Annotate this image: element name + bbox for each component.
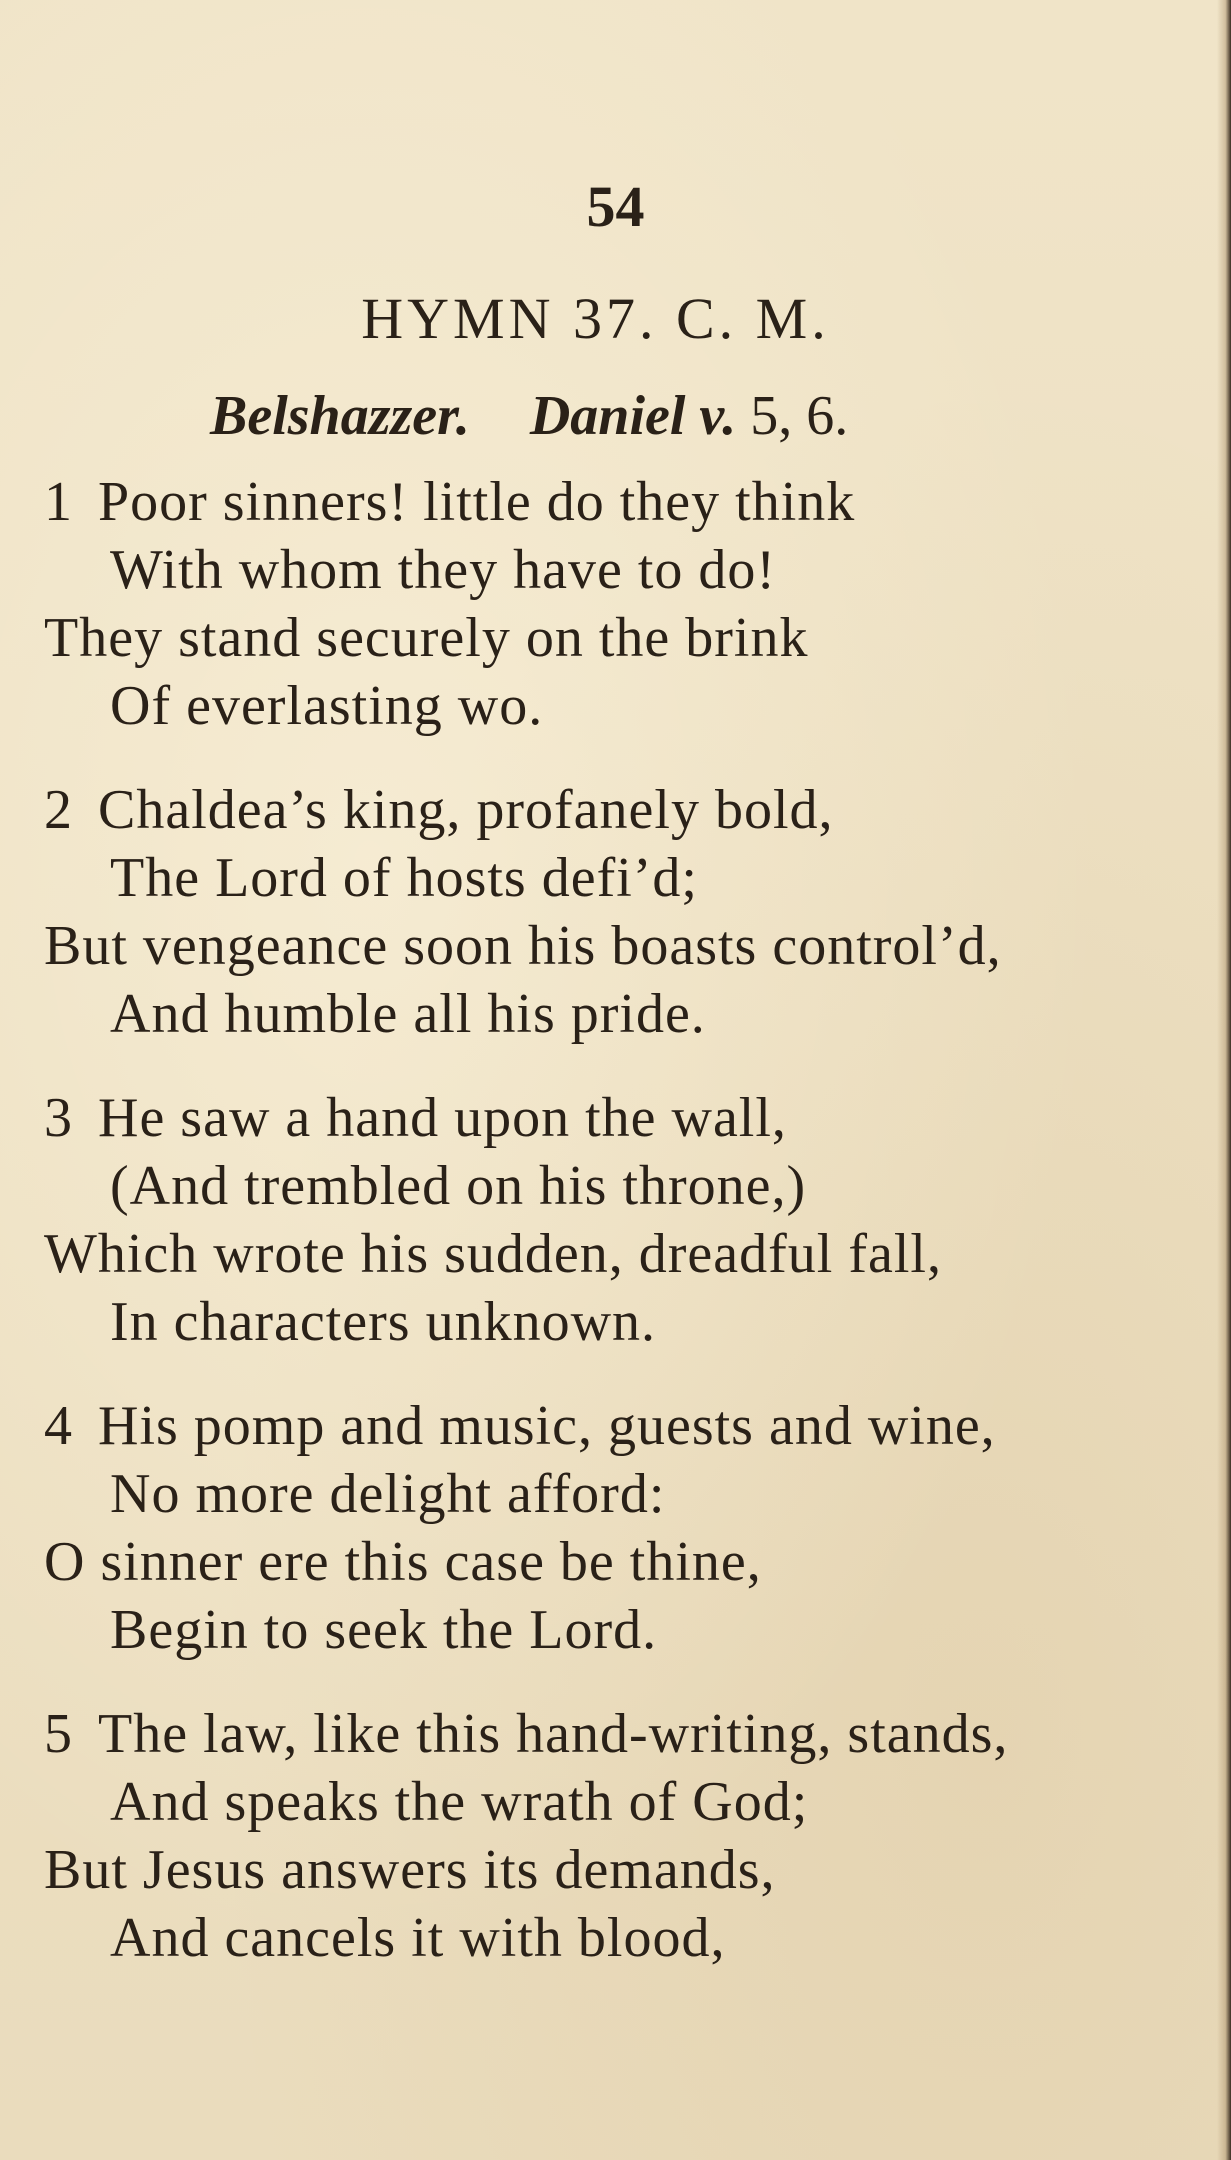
verse-line: Which wrote his sudden, dreadful fall,: [44, 1223, 942, 1285]
verse-line: They stand securely on the brink: [44, 607, 809, 669]
verse-line: And speaks the wrath of God;: [110, 1771, 809, 1833]
stanza-number: 3: [44, 1087, 73, 1149]
stanza: [44, 776, 1204, 1048]
verse-line: 5 The law, like this hand-writing, stands,: [44, 1700, 1204, 1768]
verse-line: Begin to seek the Lord.: [110, 1599, 658, 1661]
verse-line: But vengeance soon his boasts control’d,: [44, 915, 1002, 977]
stanza: [44, 1700, 1204, 1972]
verse-line: No more delight afford:: [110, 1463, 666, 1525]
stanza-number: 1: [44, 471, 73, 533]
stanza: [44, 1392, 1204, 1664]
stanza-number: 4: [44, 1395, 73, 1457]
verse-line: In characters unknown.: [110, 1291, 657, 1353]
verse-line: 2 Chaldea’s king, profanely bold,: [44, 776, 1204, 844]
scripture-reference: Daniel v.: [529, 385, 737, 447]
verse-line: O sinner ere this case be thine,: [44, 1531, 762, 1593]
hymn-verses: [44, 468, 1204, 2008]
verse-line: But Jesus answers its demands,: [44, 1839, 776, 1901]
stanza: [44, 1084, 1204, 1356]
tune-name: Belshazzer.: [210, 385, 470, 447]
verse-line: The Lord of hosts defi’d;: [110, 847, 698, 909]
stanza-number: 2: [44, 779, 73, 841]
verse-line: 4 His pomp and music, guests and wine,: [44, 1392, 1204, 1460]
hymn-title: HYMN 37. C. M.: [361, 286, 830, 351]
verse-line: With whom they have to do!: [110, 539, 777, 601]
stanza-number: 5: [44, 1703, 73, 1765]
hymn-subtitle: [210, 385, 849, 447]
verse-line: Of everlasting wo.: [110, 675, 544, 737]
scripture-verses: 5, 6.: [736, 385, 849, 447]
page-number: 54: [586, 174, 645, 239]
verse-line: (And trembled on his throne,): [110, 1155, 807, 1217]
stanza: [44, 468, 1204, 740]
verse-line: 1 Poor sinners! little do they think: [44, 468, 1204, 536]
verse-line: And cancels it with blood,: [110, 1907, 726, 1969]
verse-line: 3 He saw a hand upon the wall,: [44, 1084, 1204, 1152]
verse-line: And humble all his pride.: [110, 983, 706, 1045]
